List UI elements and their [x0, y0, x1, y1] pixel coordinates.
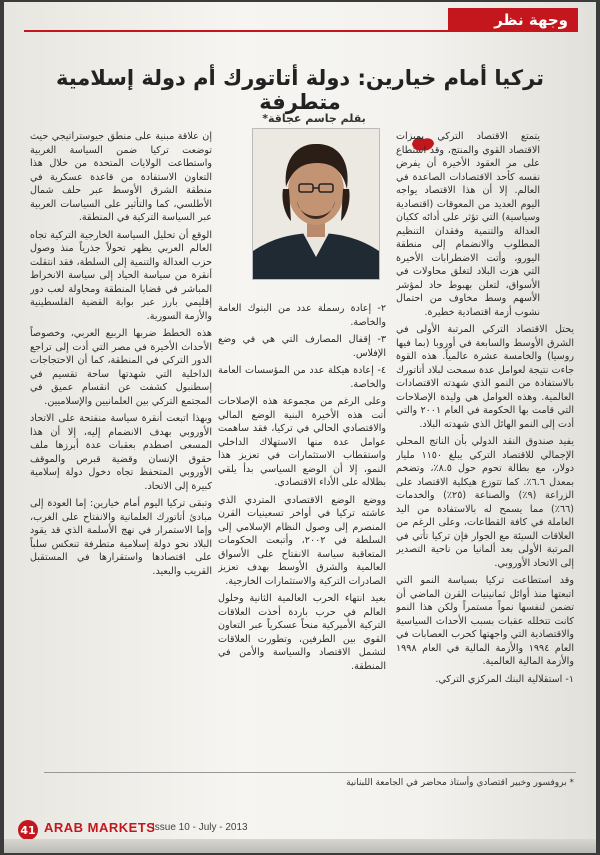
magazine-logo: ARAB MARKETS	[44, 820, 156, 835]
paragraph: وتبقى تركيا اليوم أمام خيارين: إما العودة إلى مبادئ أتاتورك العلمانية والانفتاح على الغرب، وإما الاستمرار في نهج الأسلمة الذي قد يقود البلاد نحو دولة إسلامية متطرفة تنعكس سلباً على اقتصادها واستقرارها في المستقبل القريب والبعيد.	[30, 498, 212, 577]
paragraph: إن علاقة مبنية على منطق جيوستراتيجي حيث توضعت تركيا ضمن السياسة الغربية واستطاعت الولايات المتحدة من خلال هذا التعاون الاستفادة من قاعدة عسكرية في منطقة الشرق الأوسط عبر حلف شمال الأطلسي، كما والتأثير على السياسات العربية عبر السياسة التركية في المنطقة.	[30, 131, 212, 223]
page-number: 41	[18, 820, 38, 840]
paragraph: ووضع الوضع الاقتصادي المتردي الذي عاشته تركيا في أواخر تسعينيات القرن المنصرم إلى وصول النظام الإسلامي إلى السلطة في ٢٠٠٢، وأتبعت الحكومات المتعاقبة سياسة الانفتاح على الأسواق العالمية والشرق الأوسط بهدف تعزيز الصادرات التركية والاستثمارات الخارجية.	[218, 494, 386, 587]
paragraph: يحتل الاقتصاد التركي المرتبة الأولى في الشرق الأوسط والسابعة في أوروبا (بما فيها روسيا) والخامسة عشرة عالمياً. هذه القوة جاءت نتيجة لعوامل عدة سمحت لبلاد أتاتورك بالاستفادة من النمو الذي شهدته الاقتصادات العالمية. وهذه العوامل هي وليدة الإصلاحات التي قامت بها الحكومة في العام ٢٠٠١ والتي أدت إلى النمو الهائل الذي شهدته البلاد.	[396, 324, 574, 430]
article-column-right	[396, 130, 574, 742]
paragraph: ٤- إعادة هيكلة عدد من المؤسسات العامة والخاصة.	[218, 365, 386, 390]
paragraph: ٢- إعادة رسملة عدد من البنوك العامة والخاصة.	[218, 303, 386, 328]
paragraph: هذه الخطط ضربها الربيع العربي، وخصوصاً الأحداث الأخيرة في مصر التي أدت إلى تراجع الدور التركي في المنطقة، كما أن الاحتجاجات الداخلية التي شهدتها ساحة تقسيم في إسطنبول كشفت عن انقسام عميق في المجتمع التركي بين العلمانيين والإسلاميين.	[30, 328, 212, 407]
article-column-middle	[218, 302, 386, 742]
paragraph: يتمتع الاقتصاد التركي بميزات الاقتصاد القوي والمنتج، وقد استطاع على مر العقود الأخيرة أن يفرض نفسه كأحد الاقتصادات الصاعدة في العالم. إلا أن هذا الاقتصاد يواجه اليوم العديد من المعوقات (اقتصادية وسياسية) التي تؤثر على أدائه ككيان العدالة والتنمية وفقدان التنظيم المطلوب والانضمام إلى منطقة اليورو، وأتت الاضطرابات الأخيرة التي هزت البلاد لتغلق محاولات في الأسواق، لتعلن بهبوط حاد لمؤشر الأسهم وسط مخاوف من احتمال نشوب أزمة اقتصادية خطيرة.	[396, 131, 540, 318]
article-column-left	[30, 130, 212, 742]
paragraph: بعيد انتهاء الحرب العالمية الثانية وحلول العالم في حرب باردة أخذت العلاقات التركية الأميركية منحاً عسكرياً عبر التعاون القوي بين الطرفين، وتطورت العلاقات لتشمل الاقتصاد والسياسة والأمن في المنطقة.	[218, 593, 386, 672]
footnote-rule	[44, 772, 576, 773]
author-photo	[252, 128, 380, 280]
issue-label: Issue 10 - July - 2013	[152, 822, 248, 833]
paragraph: وعلى الرغم من مجموعة هذه الإصلاحات أتت هذه الأخيرة البنية الوضع المالي والاقتصادي الحالي في تركيا، فقد ساهمت عوامل عدة منها الاستهلاك الداخلي واستقطاب الاستثمارات في تعزيز هذا النمو، إلا أن الوضع السياسي بدأ يلقي بظلاله على الأداء الاقتصادي.	[218, 396, 386, 488]
magazine-page	[4, 2, 596, 853]
page-edge	[4, 839, 596, 853]
paragraph: ١- استقلالية البنك المركزي التركي.	[435, 673, 574, 685]
paragraph: يفيد صندوق النقد الدولي بأن الناتج المحلي الإجمالي للاقتصاد التركي يبلغ ١١٥٠ مليار دولار، مع بطالة تحوم حول ٨.٥٪، وتضخم بمعدل ٦.٦٪. كما تتوزع هيكلية الاقتصاد على الزراعة (٩٪) والصناعة (٢٥٪) والخدمات (٦٦٪) مما يسمح له بالاستفادة من اليد العاملة في كافة القطاعات، وعلى الرغم من العلاقات السيئة مع الجوار فإن تركيا تأتي في المرتبة الأولى بعد ألمانيا من ناحية التصدير إلى الاتحاد الأوروبي.	[396, 436, 574, 569]
paragraph: الوقع أن تحليل السياسة الخارجية التركية تجاه العالم العربي يظهر تحولاً جذرياً منذ وصول حزب العدالة والتنمية إلى السلطة، فقد انتقلت أنقرة من سياسة الحياد إلى سياسة الانخراط المباشر في قضايا المنطقة ومحاولة لعب دور إقليمي بارز عبر بوابة القضية الفلسطينية والأزمة السورية.	[30, 229, 212, 322]
paragraph: ٣- إقفال المصارف التي هي في وضع الإفلاس.	[218, 334, 386, 359]
author-portrait-icon	[253, 129, 379, 279]
article-headline: تركيا أمام خيارين: دولة أتاتورك أم دولة إسلامية متطرفة	[55, 66, 545, 114]
author-footnote: * بروفسور وخبير اقتصادي وأستاذ محاضر في الجامعة اللبنانية	[346, 778, 574, 788]
paragraph: وقد استطاعت تركيا بسياسة النمو التي اتبعتها منذ أوائل ثمانينيات القرن الماضي أن تضمن لنفسها نمواً مستمراً ولكن هذا النمو كانت تتخلله عقبات بسبب الأحداث السياسية والاقتصادية التي واجهتها كحرب العصابات في العام ١٩٩٤ والأزمة المالية في العام ١٩٩٨ والأزمة المالية العالمية.	[396, 575, 574, 667]
header-rule	[24, 30, 578, 32]
article-byline: بقلم جاسم عجاقة*	[262, 112, 366, 125]
paragraph: وبهذا اتبعت أنقرة سياسة منفتحة على الاتحاد الأوروبي بهدف الانضمام إليه، إلا أن هذا المسعى اصطدم بعقبات عدة أبرزها ملف حقوق الإنسان وقضية قبرص والموقف الأوروبي المتحفظ تجاه دخول دولة إسلامية كبيرة إلى الاتحاد.	[30, 413, 212, 492]
section-label: وجهة نظر	[494, 11, 568, 29]
section-badge	[448, 8, 578, 32]
